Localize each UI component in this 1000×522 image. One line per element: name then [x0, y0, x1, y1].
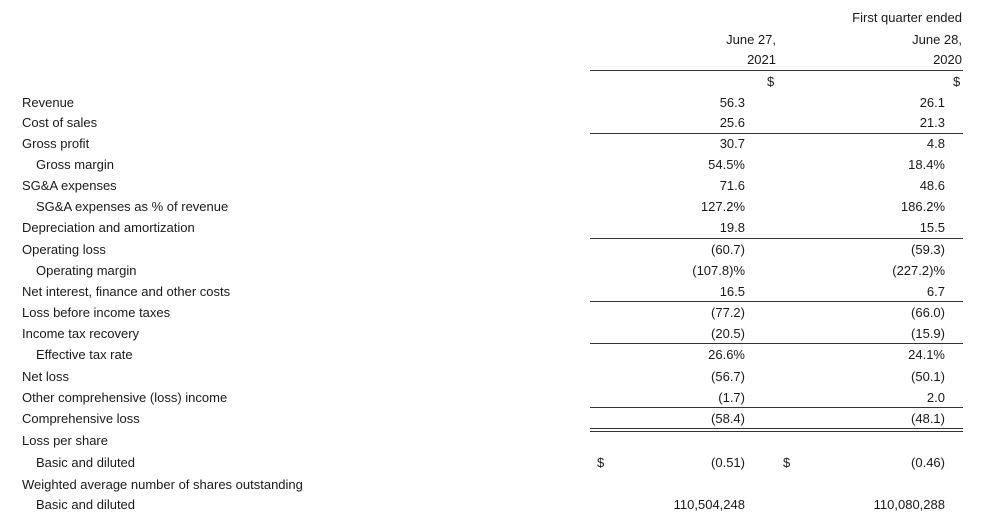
- row-label: Cost of sales: [22, 115, 98, 130]
- row-label: Depreciation and amortization: [22, 220, 195, 235]
- column-2021-date: June 27,: [726, 32, 776, 47]
- value-2021: (1.7): [718, 390, 745, 405]
- row-label: Revenue: [22, 95, 75, 110]
- table-row: [0, 367, 1000, 388]
- value-2021: (56.7): [711, 369, 745, 384]
- value-2020: 48.6: [919, 178, 945, 193]
- table-row: [0, 113, 1000, 134]
- row-label: Gross profit: [22, 136, 90, 151]
- currency-2020: $: [953, 74, 961, 89]
- rule-after-depreciation: [590, 238, 963, 239]
- value-2020: 18.4%: [908, 157, 945, 172]
- value-2021: 25.6: [719, 115, 745, 130]
- table-row: [0, 93, 1000, 114]
- table-row: [0, 218, 1000, 239]
- table-row: [0, 388, 1000, 409]
- currency-2021: $: [767, 74, 775, 89]
- table-row: [0, 324, 1000, 345]
- value-2020: 6.7: [926, 284, 945, 299]
- row-label: Comprehensive loss: [22, 411, 140, 426]
- value-2021: 71.6: [719, 178, 745, 193]
- value-2021: (20.5): [711, 326, 745, 341]
- table-row: [0, 475, 1000, 496]
- table-row: [0, 261, 1000, 282]
- row-label: Operating margin: [36, 263, 137, 278]
- table-row: [0, 345, 1000, 366]
- table-row: [0, 495, 1000, 516]
- row-label: Basic and diluted: [36, 455, 136, 470]
- currency-symbol: $: [597, 455, 605, 470]
- value-2021: 54.5%: [708, 157, 745, 172]
- value-2020: 4.8: [926, 136, 945, 151]
- column-2020-year: 2020: [933, 52, 962, 67]
- row-label: Net loss: [22, 369, 69, 384]
- value-2020: 186.2%: [900, 199, 945, 214]
- value-2021: 127.2%: [700, 199, 745, 214]
- row-label: SG&A expenses: [22, 178, 117, 193]
- table-row: [0, 134, 1000, 155]
- value-2020: (48.1): [911, 411, 945, 426]
- period-heading: First quarter ended: [852, 10, 962, 25]
- value-2021: (0.51): [711, 455, 745, 470]
- value-2020: 21.3: [919, 115, 945, 130]
- value-2020: (0.46): [911, 455, 945, 470]
- value-2021: 26.6%: [708, 347, 745, 362]
- table-row: [0, 176, 1000, 197]
- table-row: [0, 282, 1000, 303]
- value-2020: 24.1%: [908, 347, 945, 362]
- table-row: [0, 155, 1000, 176]
- rule-after-net-interest: [590, 301, 963, 302]
- row-label: SG&A expenses as % of revenue: [36, 199, 229, 214]
- column-2020-date: June 28,: [912, 32, 962, 47]
- value-2021: 19.8: [719, 220, 745, 235]
- value-2021: (58.4): [711, 411, 745, 426]
- value-2021: 110,504,248: [673, 497, 745, 512]
- value-2021: 16.5: [719, 284, 745, 299]
- row-label: Other comprehensive (loss) income: [22, 390, 228, 405]
- currency-symbol: $: [783, 455, 791, 470]
- value-2020: 15.5: [919, 220, 945, 235]
- rule-after-cost-of-sales: [590, 133, 963, 134]
- value-2021: (60.7): [711, 242, 745, 257]
- table-row: [0, 197, 1000, 218]
- value-2020: (227.2)%: [892, 263, 945, 278]
- column-2021-year: 2021: [747, 52, 776, 67]
- table-row: [0, 240, 1000, 261]
- header-rule: [590, 70, 963, 71]
- value-2020: (59.3): [911, 242, 945, 257]
- row-label: Loss before income taxes: [22, 305, 171, 320]
- value-2021: (107.8)%: [692, 263, 745, 278]
- row-label: Basic and diluted: [36, 497, 136, 512]
- value-2020: 26.1: [919, 95, 945, 110]
- table-row: [0, 303, 1000, 324]
- row-label: Weighted average number of shares outstanding: [22, 477, 303, 492]
- value-2020: (15.9): [911, 326, 945, 341]
- table-row: [0, 409, 1000, 430]
- row-label: Gross margin: [36, 157, 115, 172]
- table-row: [0, 453, 1000, 474]
- double-rule-top: [590, 428, 963, 429]
- value-2021: (77.2): [711, 305, 745, 320]
- value-2020: (66.0): [911, 305, 945, 320]
- table-row: [0, 431, 1000, 452]
- value-2021: 56.3: [719, 95, 745, 110]
- row-label: Loss per share: [22, 433, 108, 448]
- value-2020: (50.1): [911, 369, 945, 384]
- row-label: Operating loss: [22, 242, 106, 257]
- value-2020: 110,080,288: [873, 497, 945, 512]
- rule-after-other-comprehensive: [590, 407, 963, 408]
- value-2021: 30.7: [719, 136, 745, 151]
- row-label: Effective tax rate: [36, 347, 133, 362]
- double-rule-bottom: [590, 431, 963, 432]
- row-label: Net interest, finance and other costs: [22, 284, 231, 299]
- value-2020: 2.0: [926, 390, 945, 405]
- row-label: Income tax recovery: [22, 326, 140, 341]
- rule-after-income-tax: [590, 343, 963, 344]
